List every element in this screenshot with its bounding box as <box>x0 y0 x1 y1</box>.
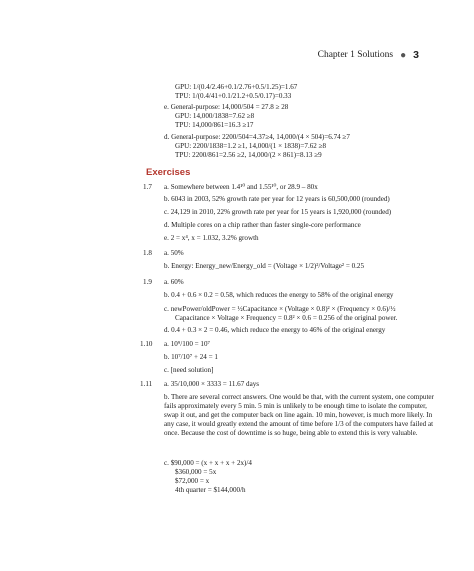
answer-line: a. 60% <box>164 278 184 286</box>
answer-line: $72,000 = x <box>175 477 210 485</box>
item-e-general: e. General-purpose: 14,000/504 = 27.8 ≥ 28 <box>164 103 289 111</box>
tpu-line-3: TPU: 2200/861=2.56 ≥2, 14,000/(2 × 861)=8.13 ≥9 <box>175 151 322 159</box>
gpu-line-3: GPU: 2200/1838=1.2 ≥1, 14,000/(1 × 1838)=7.62 ≥8 <box>175 142 327 150</box>
item-d-general: d. General-purpose: 2200/504=4.37≥4, 14,000/(4 × 504)=6.74 ≥7 <box>164 133 350 141</box>
answer-line: c. newPower/oldPower = ½Capacitance × (Voltage × 0.8)² × (Frequency × 0.6)/½ <box>164 305 396 313</box>
answer-line: $360,000 = 5x <box>175 468 217 476</box>
answer-line: e. 2 = x⁴, x = 1.032, 3.2% growth <box>164 234 259 242</box>
bullet-separator: ● <box>400 49 407 61</box>
answer-line: c. [need solution] <box>164 366 214 374</box>
exercise-number: 1.9 <box>143 278 152 286</box>
answer-line: 4th quarter = $144,000/h <box>175 486 246 494</box>
running-header <box>318 49 419 61</box>
tpu-line-1: TPU: 1/(0.4/41+0.1/21.2+0.5/0.17)=0.33 <box>175 92 292 100</box>
answer-line: c. $90,000 = (x + x + x + 2x)/4 <box>164 459 252 467</box>
answer-line: a. 50% <box>164 249 184 257</box>
gpu-line-1: GPU: 1/(0.4/2.46+0.1/2.76+0.5/1.25)=1.67 <box>175 83 298 91</box>
answer-line: b. 0.4 + 0.6 × 0.2 = 0.58, which reduces the energy to 58% of the original energy <box>164 291 394 299</box>
chapter-title: Chapter 1 Solutions <box>317 50 394 60</box>
answer-line: Capacitance × Voltage × Frequency = 0.8² × 0.6 = 0.256 of the original power. <box>175 314 398 322</box>
answer-line: b. Energy: Energy_new/Energy_old = (Voltage × 1/2)²/Voltage² = 0.25 <box>164 262 365 270</box>
answer-paragraph: b. There are several correct answers. One would be that, with the current system, one computer fails approximately every 5 min. 5 min is unlikely to be enough time to isolate the computer, swap it out, and get the computer back on line again. 10 min, however, is much more likely. In any case, it would greatly extend the amount of time before 1/3 of the computers have failed at once. Because the cost of downtime is so huge, being able to extend this is very valuable. <box>164 393 434 437</box>
answer-line: a. 35/10,000 × 3333 = 11.67 days <box>164 380 260 388</box>
answer-line: a. Somewhere between 1.4¹⁰ and 1.55¹⁰, or 28.9 – 80x <box>164 183 318 191</box>
exercise-number: 1.10 <box>140 340 153 348</box>
answer-line: b. 6043 in 2003, 52% growth rate per year for 12 years is 60,500,000 (rounded) <box>164 195 390 203</box>
exercise-number: 1.8 <box>143 249 152 257</box>
answer-line: c. 24,129 in 2010, 22% growth rate per year for 15 years is 1,920,000 (rounded) <box>164 208 392 216</box>
answer-line: d. Multiple cores on a chip rather than faster single-core performance <box>164 221 361 229</box>
answer-line: b. 10⁷/10⁷ + 24 = 1 <box>164 353 218 361</box>
answer-line: a. 10⁹/100 = 10⁷ <box>164 340 210 348</box>
tpu-line-2: TPU: 14,000/861=16.3 ≥17 <box>175 121 254 129</box>
gpu-line-2: GPU: 14,000/1838=7.62 ≥8 <box>175 112 255 120</box>
answer-line: d. 0.4 + 0.3 × 2 = 0.46, which reduce the energy to 46% of the original energy <box>164 326 386 334</box>
exercise-number: 1.7 <box>143 183 152 191</box>
exercises-heading: Exercises <box>146 167 191 178</box>
page-number: 3 <box>413 49 419 61</box>
exercise-number: 1.11 <box>140 380 153 388</box>
